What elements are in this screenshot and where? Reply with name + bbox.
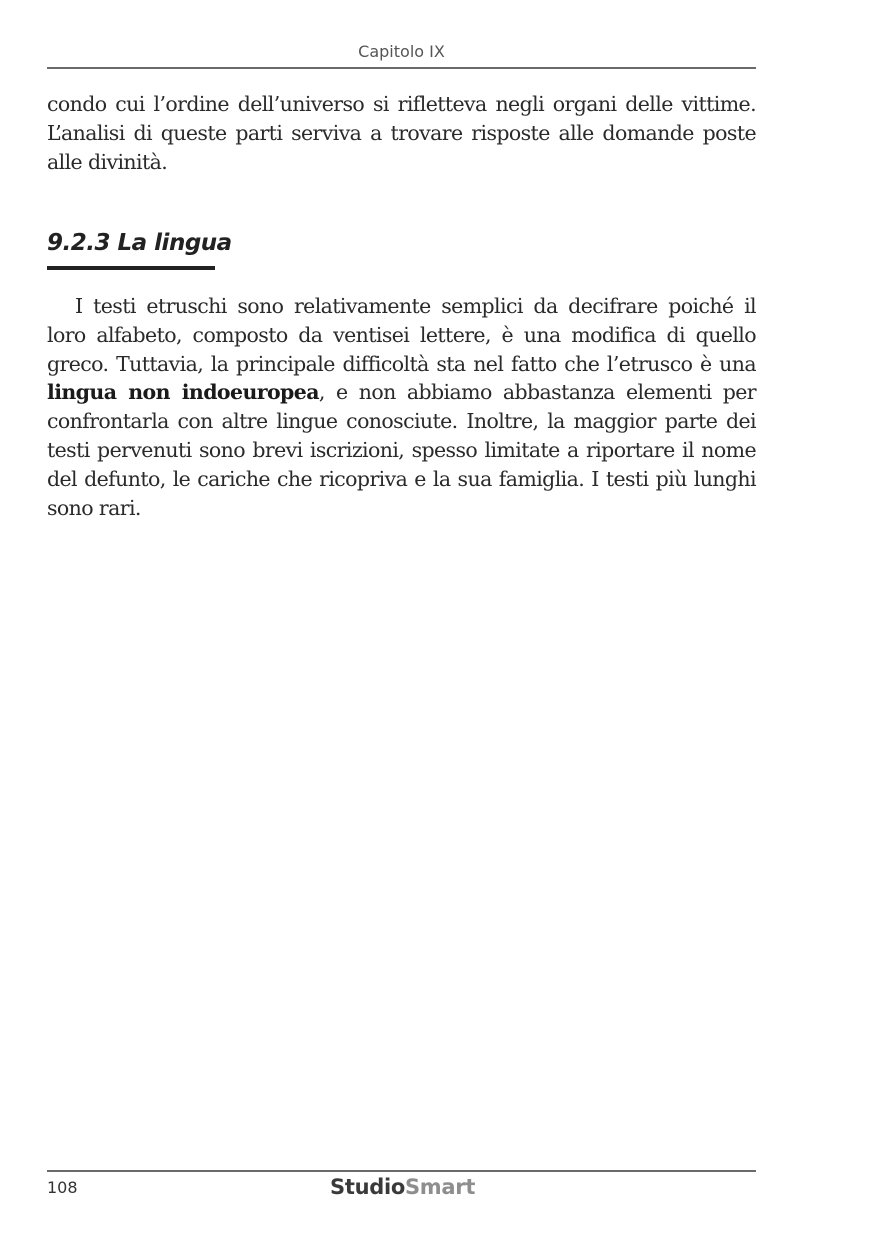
paragraph-text-end: , e non abbiamo abbastanza elementi per confrontarla con altre lingue conosciute. Inoltre, la maggior parte dei testi pervenuti sono brevi iscrizioni, spesso limitate a riportare il nome del defunto, le cariche che ricopriva e la sua famiglia. I testi più lunghi sono rari.	[47, 380, 756, 520]
section-heading: 9.2.3 La lingua	[47, 230, 232, 256]
brand-studio: Studio	[330, 1175, 405, 1199]
paragraph-continuation: condo cui l’ordine dell’universo si rifletteva negli organi delle vittime. L’analisi di queste parti serviva a trovare risposte alle domande poste alle divinità.	[47, 92, 756, 174]
brand-smart: Smart	[404, 1175, 476, 1199]
brand-logo	[330, 1175, 475, 1199]
header-rule	[47, 67, 756, 69]
paragraph-language	[47, 292, 756, 522]
section-heading-underline	[47, 266, 215, 270]
page-number: 108	[47, 1178, 78, 1197]
bold-term: lingua non indoeuropea	[47, 380, 319, 405]
footer-rule	[47, 1170, 756, 1172]
running-head: Capitolo IX	[358, 42, 445, 61]
paragraph-text-start: I testi etruschi sono relativamente semplici da decifrare poiché il loro alfabeto, composto da ventisei lettere, è una modifica di quello greco. Tuttavia, la principale difficoltà sta nel fatto che l’etrusco è una	[47, 294, 756, 376]
